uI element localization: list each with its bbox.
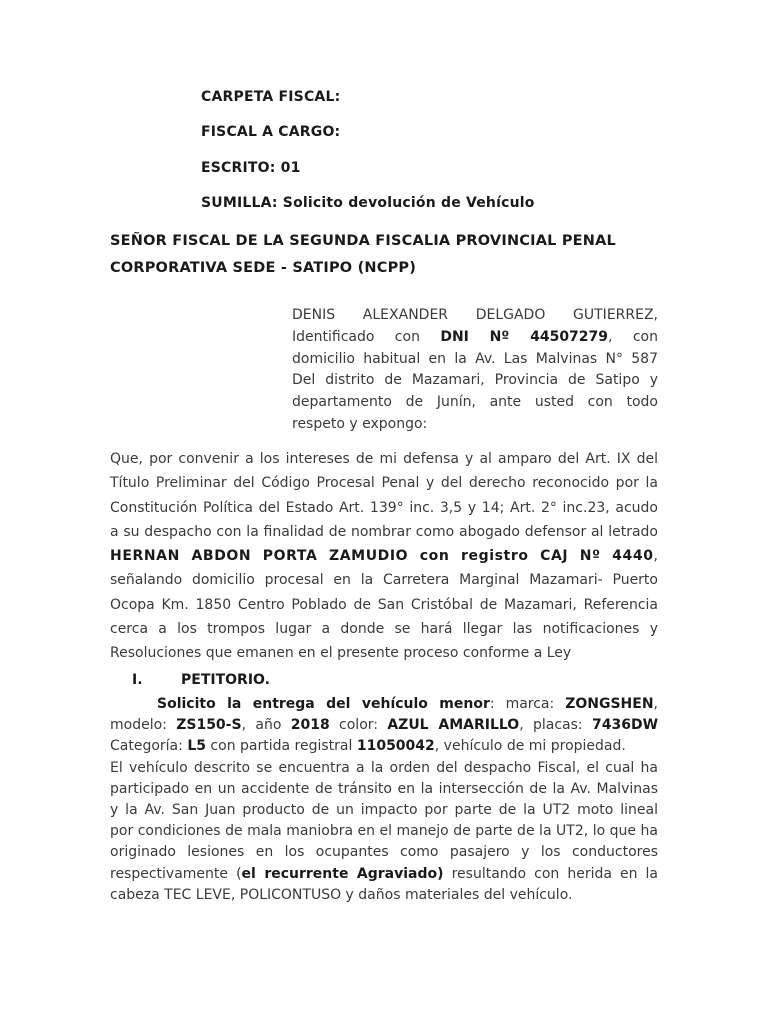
injury-text: resultando con herida en la	[443, 865, 659, 882]
section-number: I.	[132, 672, 143, 688]
p1-line-2: Título Preliminar del Código Procesal Penal y del derecho reconocido por la	[110, 475, 658, 492]
intro-line-6: respeto y expongo:	[292, 415, 428, 432]
sumilla-line	[201, 195, 535, 211]
addressee-line-2: CORPORATIVA SEDE - SATIPO (NCPP)	[110, 260, 417, 276]
pet-line-9	[110, 864, 658, 885]
p1-line-7: Ocopa Km. 1850 Centro Poblado de San Cristóbal de Mazamari, Referencia	[110, 596, 658, 613]
intro-line-4: Del distrito de Mazamari, Provincia de Satipo y	[292, 372, 658, 389]
applicant-intro	[292, 305, 658, 436]
request-text: Solicito la entrega del vehículo menor	[157, 696, 490, 712]
intro-line-1: DENIS ALEXANDER DELGADO GUTIERREZ,	[292, 307, 658, 323]
vehicle-category: L5	[187, 738, 206, 755]
marca-label: : marca:	[489, 696, 566, 712]
vehicle-year: 2018	[290, 717, 330, 734]
petitorio-paragraph	[110, 694, 658, 906]
addressee-line-1: SEÑOR FISCAL DE LA SEGUNDA FISCALIA PROVINCIAL PENAL	[110, 233, 616, 249]
carpeta-fiscal-label: CARPETA FISCAL:	[201, 89, 341, 105]
vehicle-brand: ZONGSHEN	[565, 696, 654, 712]
p1-line-1: Que, por convenir a los intereses de mi defensa y al amparo del Art. IX del	[110, 451, 658, 467]
sumilla-text: Solicito devolución de Vehículo	[277, 195, 535, 211]
pet-line-7: por condiciones de mala maniobra en el manejo de parte de la UT2, lo que ha	[110, 823, 658, 840]
intro-identified-text: Identificado con	[292, 328, 441, 345]
pet-comma: ,	[653, 696, 658, 712]
escrito-label: ESCRITO: 01	[201, 160, 301, 176]
modelo-label: modelo:	[110, 717, 177, 734]
p1-line-3: Constitución Política del Estado Art. 139° inc. 3,5 y 14; Art. 2° inc.23, acudo	[110, 499, 658, 516]
dni-number: DNI Nº 44507279	[440, 328, 609, 345]
pet-line-6: y la Av. San Juan producto de un impacto por parte de la UT2 moto lineal	[110, 802, 658, 819]
intro-line-5: departamento de Junín, ante usted con todo	[292, 394, 658, 411]
fiscal-a-cargo-label: FISCAL A CARGO:	[201, 124, 341, 140]
p1-line-8: cerca a los trompos lugar a donde se hará llegar las notificaciones y	[110, 621, 658, 638]
addressee	[110, 228, 670, 282]
respectivamente-text: respectivamente (	[110, 865, 242, 882]
pet-line-8: originado lesiones en los ocupantes como pasajero y los conductores	[110, 844, 658, 861]
pet-line-5: participado en un accidente de tránsito en la intersección de la Av. Malvinas	[110, 780, 658, 797]
intro-con-text: , con	[608, 328, 658, 345]
p1-line-9: Resoluciones que emanen en el presente proceso conforme a Ley	[110, 645, 572, 662]
ownership-text: , vehículo de mi propiedad.	[434, 738, 626, 755]
registry-number: 11050042	[356, 738, 435, 755]
color-label: color:	[329, 717, 388, 734]
anio-label: , año	[241, 717, 291, 734]
main-paragraph	[110, 447, 658, 666]
aggrieved-party: el recurrente Agraviado)	[241, 865, 444, 882]
categoria-label: Categoría:	[110, 738, 188, 755]
intro-line-2	[292, 327, 658, 349]
placas-label: , placas:	[519, 717, 592, 734]
p1-line-4: a su despacho con la finalidad de nombrar como abogado defensor al letrado	[110, 523, 658, 540]
vehicle-color: AZUL AMARILLO	[387, 717, 520, 734]
vehicle-model: ZS150-S	[176, 717, 242, 734]
p1-line-5	[110, 544, 658, 568]
intro-line-3: domicilio habitual en la Av. Las Malvinas N° 587	[292, 350, 658, 367]
section-title: PETITORIO.	[181, 672, 270, 688]
pet-line-1	[110, 694, 658, 715]
vehicle-plate: 7436DW	[591, 717, 659, 734]
pet-line-4: El vehículo descrito se encuentra a la orden del despacho Fiscal, el cual ha	[110, 759, 658, 776]
partida-label: con partida registral	[205, 738, 357, 755]
pet-line-3	[110, 736, 658, 757]
p1-comma: ,	[653, 548, 658, 565]
p1-line-6: señalando domicilio procesal en la Carretera Marginal Mazamari- Puerto	[110, 572, 658, 589]
sumilla-label: SUMILLA:	[201, 195, 278, 211]
lawyer-name: HERNAN ABDON PORTA ZAMUDIO con registro CAJ Nº 4440	[110, 548, 654, 565]
pet-line-10: cabeza TEC LEVE, POLICONTUSO y daños materiales del vehículo.	[110, 886, 573, 903]
pet-line-2	[110, 715, 658, 736]
